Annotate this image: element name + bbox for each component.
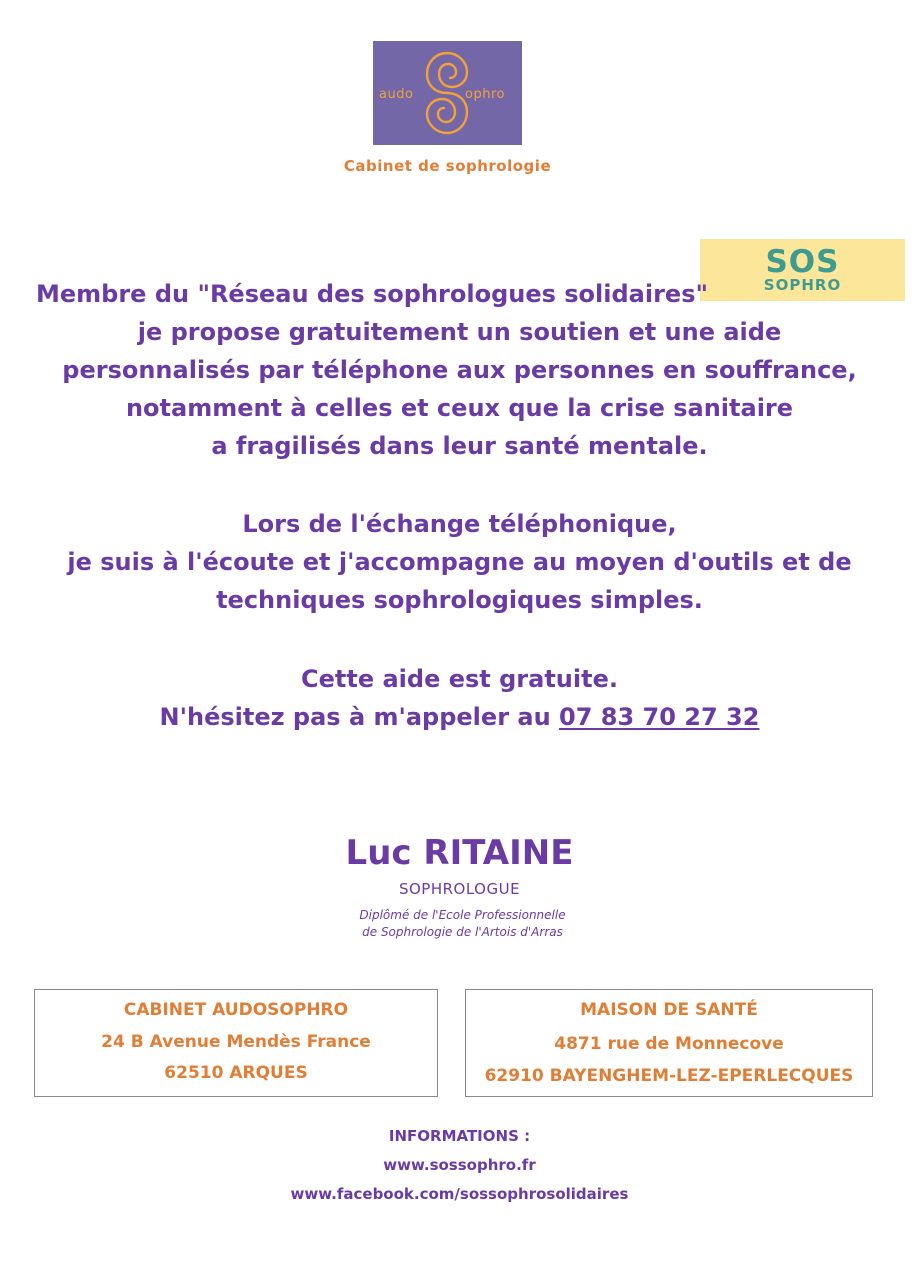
address-title: CABINET AUDOSOPHRO bbox=[123, 1000, 349, 1020]
diploma-line-1: Diplômé de l'Ecole Professionnelle bbox=[359, 908, 566, 922]
logo-word-right: ophro bbox=[465, 87, 505, 102]
address-box-maison-sante bbox=[465, 989, 873, 1097]
call-prompt: N'hésitez pas à m'appeler au bbox=[159, 703, 560, 731]
facebook-link[interactable]: www.facebook.com/sossophrosolidaires bbox=[290, 1185, 629, 1203]
address-street: 4871 rue de Monnecove bbox=[554, 1034, 784, 1054]
message-line-8: techniques sophrologiques simples. bbox=[216, 586, 703, 614]
message-line-10 bbox=[0, 698, 919, 737]
sos-sophro-badge bbox=[700, 239, 905, 301]
message-line-7: je suis à l'écoute et j'accompagne au moyen d'outils et de bbox=[67, 548, 852, 576]
audosophro-logo bbox=[373, 41, 522, 145]
address-city: 62510 ARQUES bbox=[164, 1063, 308, 1083]
info-label: INFORMATIONS : bbox=[388, 1127, 531, 1145]
message-line-2: je propose gratuitement un soutien et une aide bbox=[137, 318, 782, 346]
sos-badge-top: SOS bbox=[765, 244, 840, 280]
message-line-1: Membre du "Réseau des sophrologues solidaires" bbox=[36, 280, 708, 308]
address-box-cabinet bbox=[34, 989, 438, 1097]
address-city: 62910 BAYENGHEM-LEZ-EPERLECQUES bbox=[484, 1066, 854, 1086]
message-line-5: a fragilisés dans leur santé mentale. bbox=[211, 432, 708, 460]
diploma-line-2: de Sophrologie de l'Artois d'Arras bbox=[362, 925, 563, 939]
website-link[interactable]: www.sossophro.fr bbox=[383, 1156, 536, 1174]
message-line-3: personnalisés par téléphone aux personnes en souffrance, bbox=[62, 356, 857, 384]
message-line-9: Cette aide est gratuite. bbox=[301, 665, 618, 693]
address-title: MAISON DE SANTÉ bbox=[580, 1000, 758, 1020]
message-line-4: notamment à celles et ceux que la crise sanitaire bbox=[125, 394, 794, 422]
phone-number-link[interactable]: 07 83 70 27 32 bbox=[559, 703, 760, 731]
logo-word-left: audo bbox=[379, 87, 414, 102]
message-line-6: Lors de l'échange téléphonique, bbox=[242, 510, 677, 538]
address-street: 24 B Avenue Mendès France bbox=[101, 1032, 371, 1052]
person-name: Luc RITAINE bbox=[345, 833, 574, 873]
logo-subtitle: Cabinet de sophrologie bbox=[343, 157, 552, 175]
person-role: SOPHROLOGUE bbox=[398, 880, 521, 898]
sos-badge-bottom: SOPHRO bbox=[763, 276, 842, 294]
